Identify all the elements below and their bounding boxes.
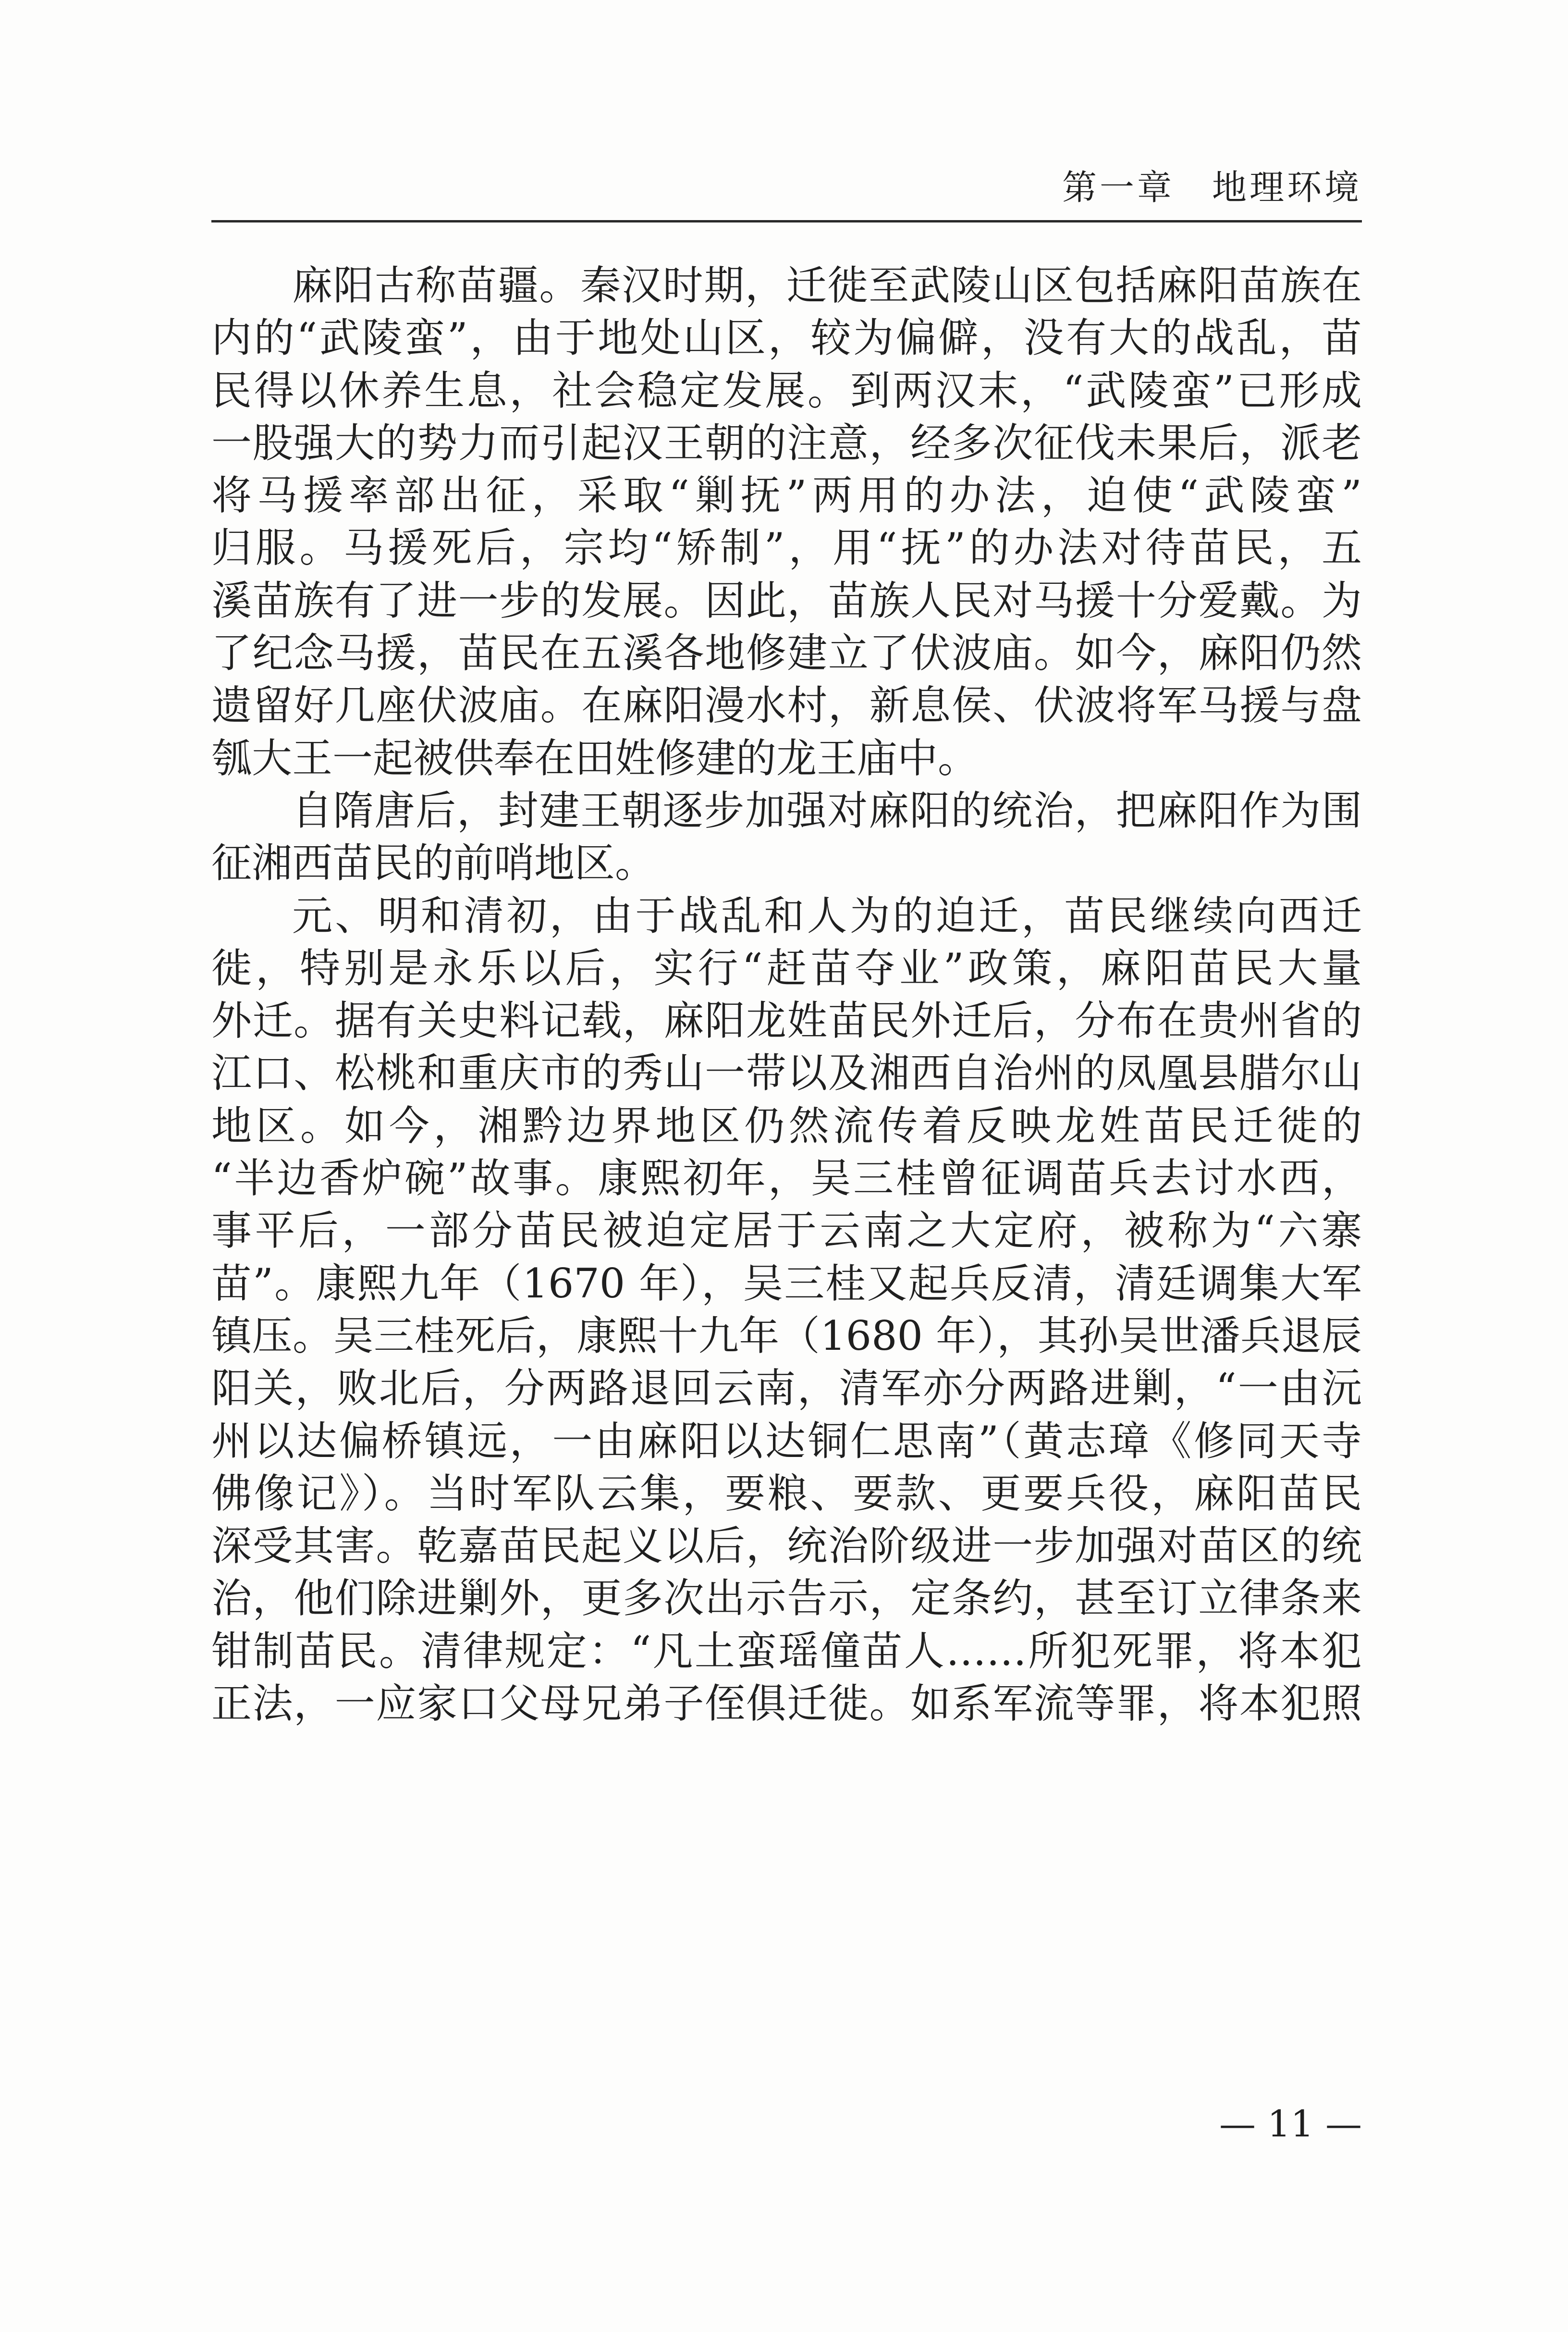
text-line: “半边香炉碗”故事。康熙初年，吴三桂曾征调苗兵去讨水西， <box>211 1155 1362 1202</box>
text-line: 地区。如今，湘黔边界地区仍然流传着反映龙姓苗民迁徙的 <box>211 1102 1362 1149</box>
text-line: 治，他们除进剿外，更多次出示告示，定条约，甚至订立律条来 <box>211 1575 1362 1622</box>
text-line: 州以达偏桥镇远，一由麻阳以达铜仁思南”（黄志璋《修同天寺 <box>211 1417 1362 1465</box>
text-line: 征湘西苗民的前哨地区。 <box>211 839 656 887</box>
text-line: 将马援率部出征，采取“剿抚”两用的办法，迫使“武陵蛮” <box>211 472 1362 519</box>
text-line: 内的“武陵蛮”，由于地处山区，较为偏僻，没有大的战乱，苗 <box>211 314 1362 362</box>
text-line: 苗”。康熙九年（1670 年），吴三桂又起兵反清，清廷调集大军 <box>211 1259 1362 1307</box>
text-line: 外迁。据有关史料记载，麻阳龙姓苗民外迁后，分布在贵州省的 <box>211 997 1362 1045</box>
page-number: — 11 — <box>1219 2102 1362 2145</box>
text-line: 遗留好几座伏波庙。在麻阳漫水村，新息侯、伏波将军马援与盘 <box>211 682 1362 729</box>
text-line: 自隋唐后，封建王朝逐步加强对麻阳的统治，把麻阳作为围 <box>292 787 1362 834</box>
body-text <box>211 259 1362 1730</box>
text-line: 佛像记》）。当时军队云集，要粮、要款、更要兵役，麻阳苗民 <box>211 1469 1362 1517</box>
text-line: 阳关，败北后，分两路退回云南，清军亦分两路进剿，“一由沅 <box>211 1365 1362 1412</box>
paragraph-2 <box>211 785 1362 890</box>
text-line: 了纪念马援，苗民在五溪各地修建立了伏波庙。如今，麻阳仍然 <box>211 629 1362 677</box>
text-line: 麻阳古称苗疆。秦汉时期，迁徙至武陵山区包括麻阳苗族在 <box>292 262 1362 309</box>
text-line: 民得以休养生息，社会稳定发展。到两汉末，“武陵蛮”已形成 <box>211 367 1362 414</box>
text-line: 元、明和清初，由于战乱和人为的迫迁，苗民继续向西迁 <box>292 892 1362 939</box>
text-line: 正法，一应家口父母兄弟子侄俱迁徙。如系军流等罪，将本犯照 <box>211 1680 1362 1727</box>
text-line: 事平后，一部分苗民被迫定居于云南之大定府，被称为“六寨 <box>211 1207 1362 1255</box>
paragraph-3 <box>211 890 1362 1730</box>
running-head: 第一章 地理环境 <box>1062 167 1362 208</box>
text-line: 深受其害。乾嘉苗民起义以后，统治阶级进一步加强对苗区的统 <box>211 1522 1362 1570</box>
text-line: 钳制苗民。清律规定：“凡土蛮瑶僮苗人……所犯死罪，将本犯 <box>211 1627 1362 1675</box>
text-line: 归服。马援死后，宗均“矫制”，用“抚”的办法对待苗民，五 <box>211 524 1362 572</box>
text-line: 瓠大王一起被供奉在田姓修建的龙王庙中。 <box>211 734 979 782</box>
text-line: 镇压。吴三桂死后，康熙十九年（1680 年），其孙吴世潘兵退辰 <box>211 1312 1362 1359</box>
text-line: 溪苗族有了进一步的发展。因此，苗族人民对马援十分爱戴。为 <box>211 577 1362 624</box>
header-rule <box>211 220 1362 222</box>
text-line: 徙，特别是永乐以后，实行“赶苗夺业”政策，麻阳苗民大量 <box>211 944 1362 992</box>
text-line: 江口、松桃和重庆市的秀山一带以及湘西自治州的凤凰县腊尔山 <box>211 1049 1362 1097</box>
paragraph-1 <box>211 259 1362 785</box>
text-line: 一股强大的势力而引起汉王朝的注意，经多次征伐未果后，派老 <box>211 419 1362 467</box>
